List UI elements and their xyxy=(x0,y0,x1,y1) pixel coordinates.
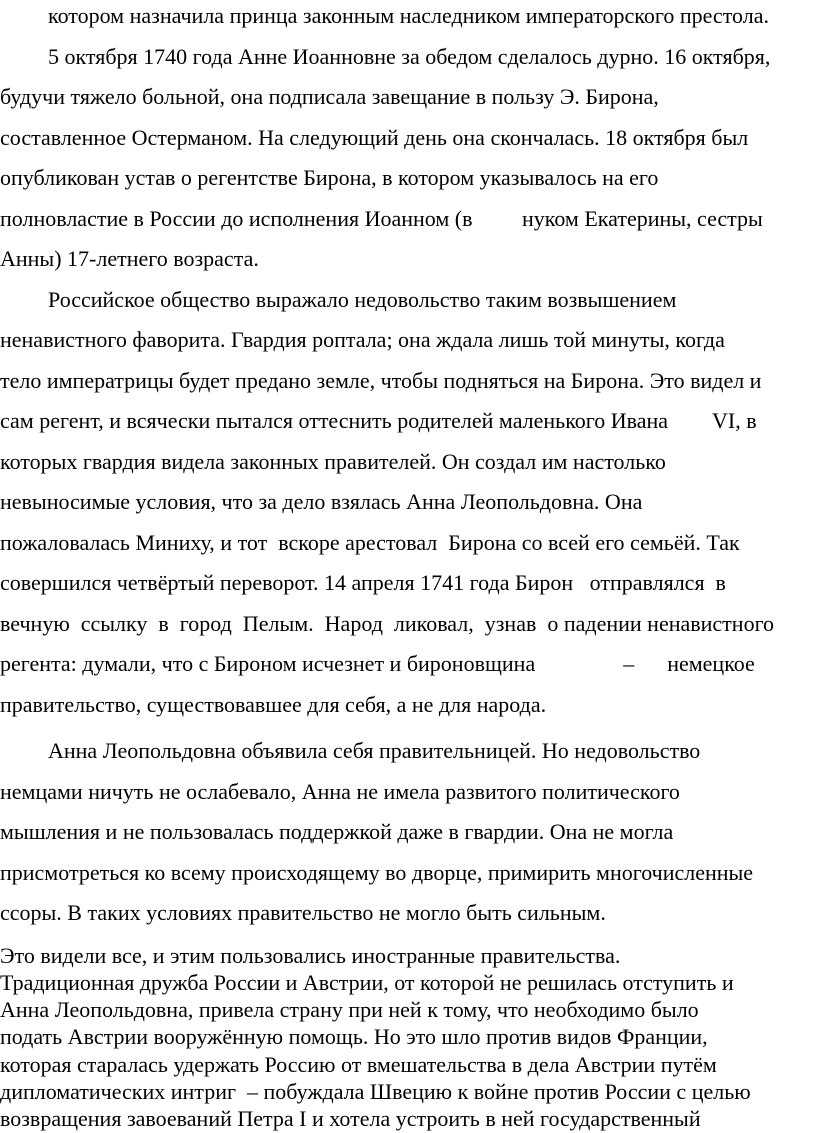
text-line: ссоры. В таких условиях правительство не могло быть сильным. xyxy=(0,900,606,925)
text-line: возвращения завоеваний Петра I и хотела устроить в ней государственный xyxy=(0,1106,701,1132)
text-line: Российское общество выражало недовольство таким возвышением xyxy=(48,286,677,312)
text-line: полновластие в России до исполнения Иоанном (в нуком Екатерины, сестры xyxy=(0,205,763,231)
text-line: дипломатических интриг – побуждала Швецию к войне против России с целью xyxy=(0,1078,751,1104)
text-line: Анны) 17-летнего возраста. xyxy=(0,246,259,271)
text-line: ненавистного фаворита. Гвардия роптала; она ждала лишь той минуты, когда xyxy=(0,327,725,352)
text-line: правительство, существовавшее для себя, а не для народа. xyxy=(0,691,547,717)
text-line: невыносимые условия, что за дело взялась Анна Леопольдовна. Она xyxy=(0,489,643,514)
text-line: присмотреться ко всему происходящему во дворце, примирить многочисленные xyxy=(0,859,754,885)
paragraph xyxy=(0,942,816,1133)
text-line: Анна Леопольдовна объявила себя правительницей. Но недовольство xyxy=(48,738,701,763)
text-line: регента: думали, что с Бироном исчезнет и бироновщина – немецкое xyxy=(0,651,755,676)
text-line: составленное Остерманом. На следующий день она скончалась. 18 октября был xyxy=(0,124,749,150)
text-line: которых гвардия видела законных правителей. Он создал им настолько xyxy=(0,448,666,474)
text-line: совершился четвёртый переворот. 14 апреля 1741 года Бирон отправлялся в xyxy=(0,570,726,595)
paragraph xyxy=(0,731,816,934)
text-line: мышления и не пользовалась поддержкой даже в гвардии. Она не могла xyxy=(0,819,674,844)
text-line: подать Австрии вооружённую помощь. Но это шло против видов Франции, xyxy=(0,1024,708,1050)
text-line: Это видели все, и этим пользовались иностранные правительства. xyxy=(0,942,621,968)
text-line: 5 октября 1740 года Анне Иоанновне за обедом сделалось дурно. 16 октября, xyxy=(48,43,771,69)
text-line: которая старалась удержать Россию от вмешательства в дела Австрии путём xyxy=(0,1051,717,1077)
paragraph xyxy=(0,280,816,726)
paragraph xyxy=(0,0,816,280)
text-line: немцами ничуть не ослабевало, Анна не имела развитого политического xyxy=(0,778,680,804)
text-line: вечную ссылку в город Пелым. Народ ликовал, узнав о падении ненавистного xyxy=(0,610,775,636)
text-line: Анна Леопольдовна, привела страну при ней к тому, что необходимо было xyxy=(0,997,699,1023)
text-line: котором назначила принца законным наследником императорского престола. xyxy=(48,3,769,28)
text-line: пожаловалась Миниху, и тот вскоре арестовал Бирона со всей его семьёй. Так xyxy=(0,529,740,555)
text-line: будучи тяжело больной, она подписала завещание в пользу Э. Бирона, xyxy=(0,84,659,109)
text-line: сам регент, и всячески пытался оттеснить родителей маленького Ивана VI, в xyxy=(0,408,757,433)
text-line: опубликован устав о регентстве Бирона, в котором указывалось на его xyxy=(0,165,659,190)
text-line: тело императрицы будет предано земле, чтобы подняться на Бирона. Это видел и xyxy=(0,367,762,393)
text-line: Традиционная дружба России и Австрии, от которой не решилась отступить и xyxy=(0,969,734,995)
